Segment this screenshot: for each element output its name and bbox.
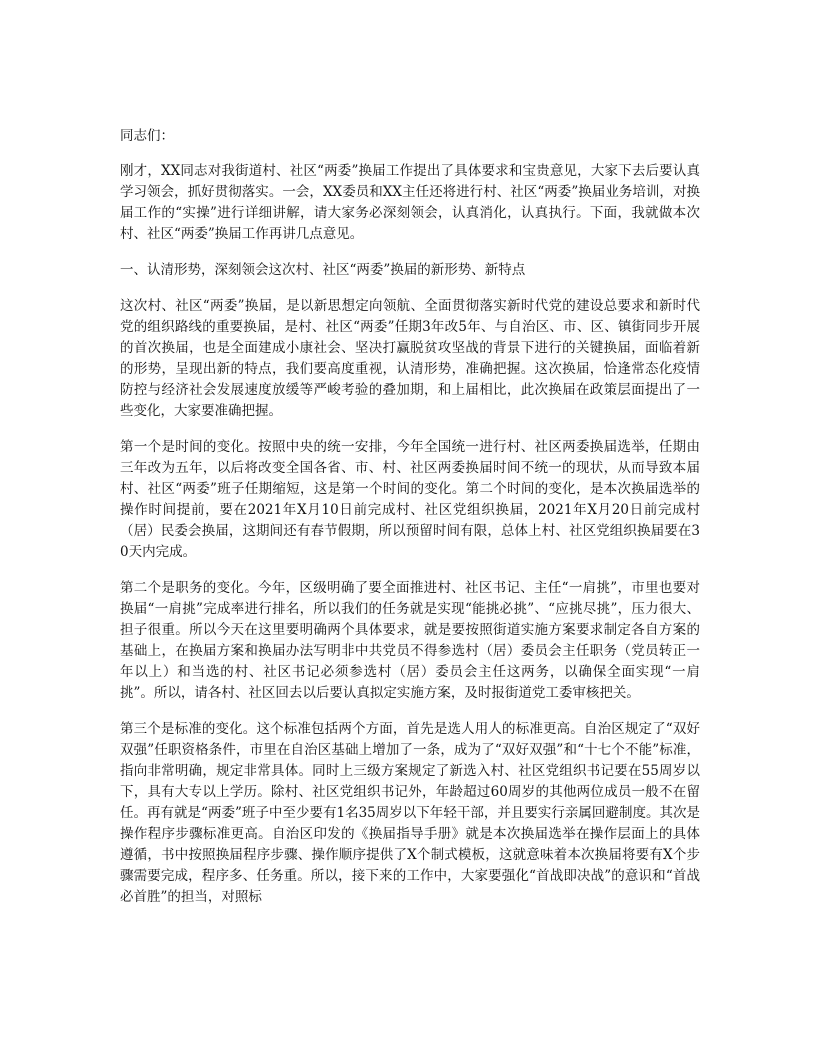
time-change-paragraph: 第一个是时间的变化。按照中央的统一安排，今年全国统一进行村、社区两委换届选举，任期由三年改为五年，以后将改变全国各省、市、村、社区两委换届时间不统一的现状，从而导致本届村、社区“两委”班子任期缩短，这是第一个时间的变化。第二个时间的变化，是本次换届选举的操作时间提前，要在2021年X月10日前完成村、社区党组织换届，2021年X月20日前完成村（居）民委会换届，这期间还有春节假期，所以预留时间有限，总体上村、社区党组织换届要在30天内完成。	[120, 439, 700, 560]
intro-paragraph: 刚才，XX同志对我街道村、社区“两委”换届工作提出了具体要求和宝贵意见，大家下去后要认真学习领会，抓好贯彻落实。一会，XX委员和XX主任还将进行村、社区“两委”换届业务培训，对换届工作的“实操”进行详细讲解，请大家务必深刻领会，认真消化，认真执行。下面，我就做本次村、社区“两委”换届工作再讲几点意见。	[120, 163, 700, 242]
document-body	[120, 126, 700, 923]
standard-change-paragraph: 第三个是标准的变化。这个标准包括两个方面，首先是选人用人的标准更高。自治区规定了“双好双强”任职资格条件，市里在自治区基础上增加了一条，成为了“双好双强”和“十七个不能”标准，指向非常明确，规定非常具体。同时上三级方案规定了新选入村、社区党组织书记要在55周岁以下，具有大专以上学历。除村、社区党组织书记外，年龄超过60周岁的其他两位成员一般不在留任。再有就是“两委”班子中至少要有1名35周岁以下年轻干部，并且要实行亲属回避制度。其次是操作程序步骤标准更高。自治区印发的《换届指导手册》就是本次换届选举在操作层面上的具体遵循，书中按照换届程序步骤、操作顺序提供了X个制式模板，这就意味着本次换届将要有X个步骤需要完成，程序多、任务重。所以，接下来的工作中，大家要强化“首战即决战”的意识和“首战必首胜”的担当，对照标	[120, 721, 700, 905]
position-change-paragraph: 第二个是职务的变化。今年，区级明确了要全面推进村、社区书记、主任“一肩挑”，市里也要对换届“一肩挑”完成率进行排名，所以我们的任务就是实现“能挑必挑”、“应挑尽挑”，压力很大、担子很重。所以今天在这里要明确两个具体要求，就是要按照街道实施方案要求制定各自方案的基础上，在换届方案和换届办法写明非中共党员不得参选村（居）委员会主任职务（党员转正一年以上）和当选的村、社区书记必须参选村（居）委员会主任这两务，以确保全面实现“一肩挑”。所以，请各村、社区回去以后要认真拟定实施方案，及时报街道党工委审核把关。	[120, 580, 700, 701]
section-heading: 一、认清形势，深刻领会这次村、社区“两委”换届的新形势、新特点	[120, 262, 526, 278]
situation-paragraph: 这次村、社区“两委”换届，是以新思想定向领航、全面贯彻落实新时代党的建设总要求和新时代党的组织路线的重要换届，是村、社区“两委”任期3年改5年、与自治区、市、区、镇街同步开展的首次换届，也是全面建成小康社会、坚决打赢脱贫攻坚战的背景下进行的关键换届，面临着新的形势，呈现出新的特点，我们要高度重视，认清形势，准确把握。这次换届，恰逢常态化疫情防控与经济社会发展速度放缓等严峻考验的叠加期，和上届相比，此次换届在政策层面提出了一些变化，大家要准确把握。	[120, 298, 700, 419]
greeting-line: 同志们：	[120, 128, 174, 144]
